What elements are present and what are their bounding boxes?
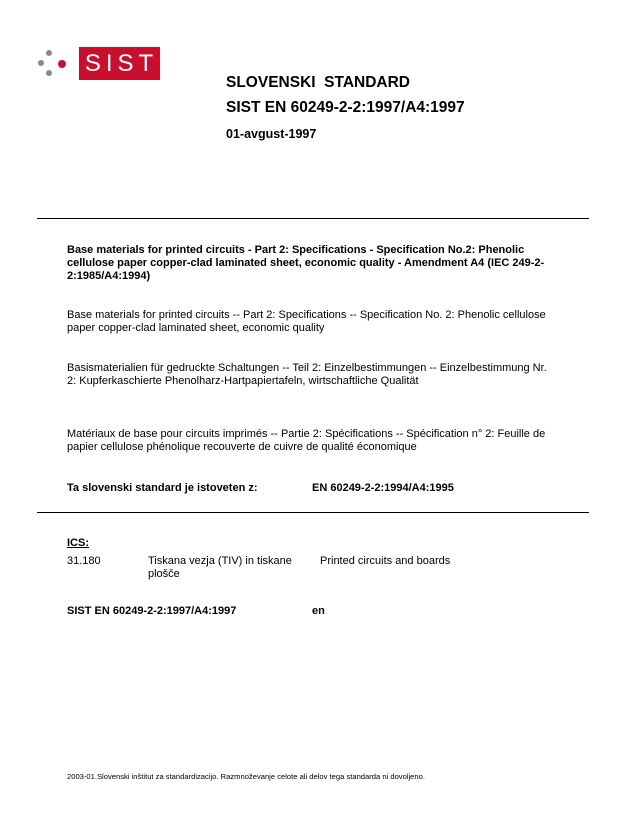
title-french: Matériaux de base pour circuits imprimés -- Partie 2: Spécifications -- Spécification n° 2: Feuille de papier cellulose phénolique recouverte de cuivre de qualité économique [67, 428, 546, 453]
ics-description-en: Printed circuits and boards [320, 555, 451, 567]
reference-language: en [312, 605, 325, 617]
reference-code: SIST EN 60249-2-2:1997/A4:1997 [67, 605, 237, 617]
logo-dot-top [46, 50, 52, 56]
identical-value: EN 60249-2-2:1994/A4:1995 [312, 482, 454, 494]
standard-code: SIST EN 60249-2-2:1997/A4:1997 [226, 99, 465, 116]
ics-heading: ICS: [67, 537, 89, 549]
logo-dot-left [38, 60, 44, 66]
ics-description-sl: Tiskana vezja (TIV) in tiskane plošče [148, 555, 292, 580]
logo-dot-bottom [46, 70, 52, 76]
title-english: Base materials for printed circuits -- Part 2: Specifications -- Specification No. 2: Phenolic cellulose paper copper-clad laminated sheet, economic quality [67, 309, 546, 334]
identical-label: Ta slovenski standard je istoveten z: [67, 482, 258, 494]
ics-code: 31.180 [67, 555, 101, 567]
copyright-footer: 2003-01.Slovenski inštitut za standardizacijo. Razmnoževanje celote ali delov tega standarda ni dovoljeno. [67, 772, 425, 781]
standard-heading: SLOVENSKI STANDARD [226, 74, 411, 91]
middle-divider [37, 512, 589, 513]
title-german: Basismaterialien für gedruckte Schaltungen -- Teil 2: Einzelbestimmungen -- Einzelbestimmung Nr. 2: Kupferkaschierte Phenolharz-Hartpapiertafeln, wirtschaftliche Qualität [67, 362, 547, 387]
top-divider [37, 218, 589, 219]
publication-date: 01-avgust-1997 [226, 127, 317, 141]
logo-wordmark: SIST [79, 47, 160, 80]
logo-dot-right [58, 60, 66, 68]
title-primary: Base materials for printed circuits - Part 2: Specifications - Specification No.2: Phenolic cellulose paper copper-clad laminated sheet, economic quality - Amendment A4 (IEC 249-2-2:1985/A4:1994) [67, 244, 545, 282]
